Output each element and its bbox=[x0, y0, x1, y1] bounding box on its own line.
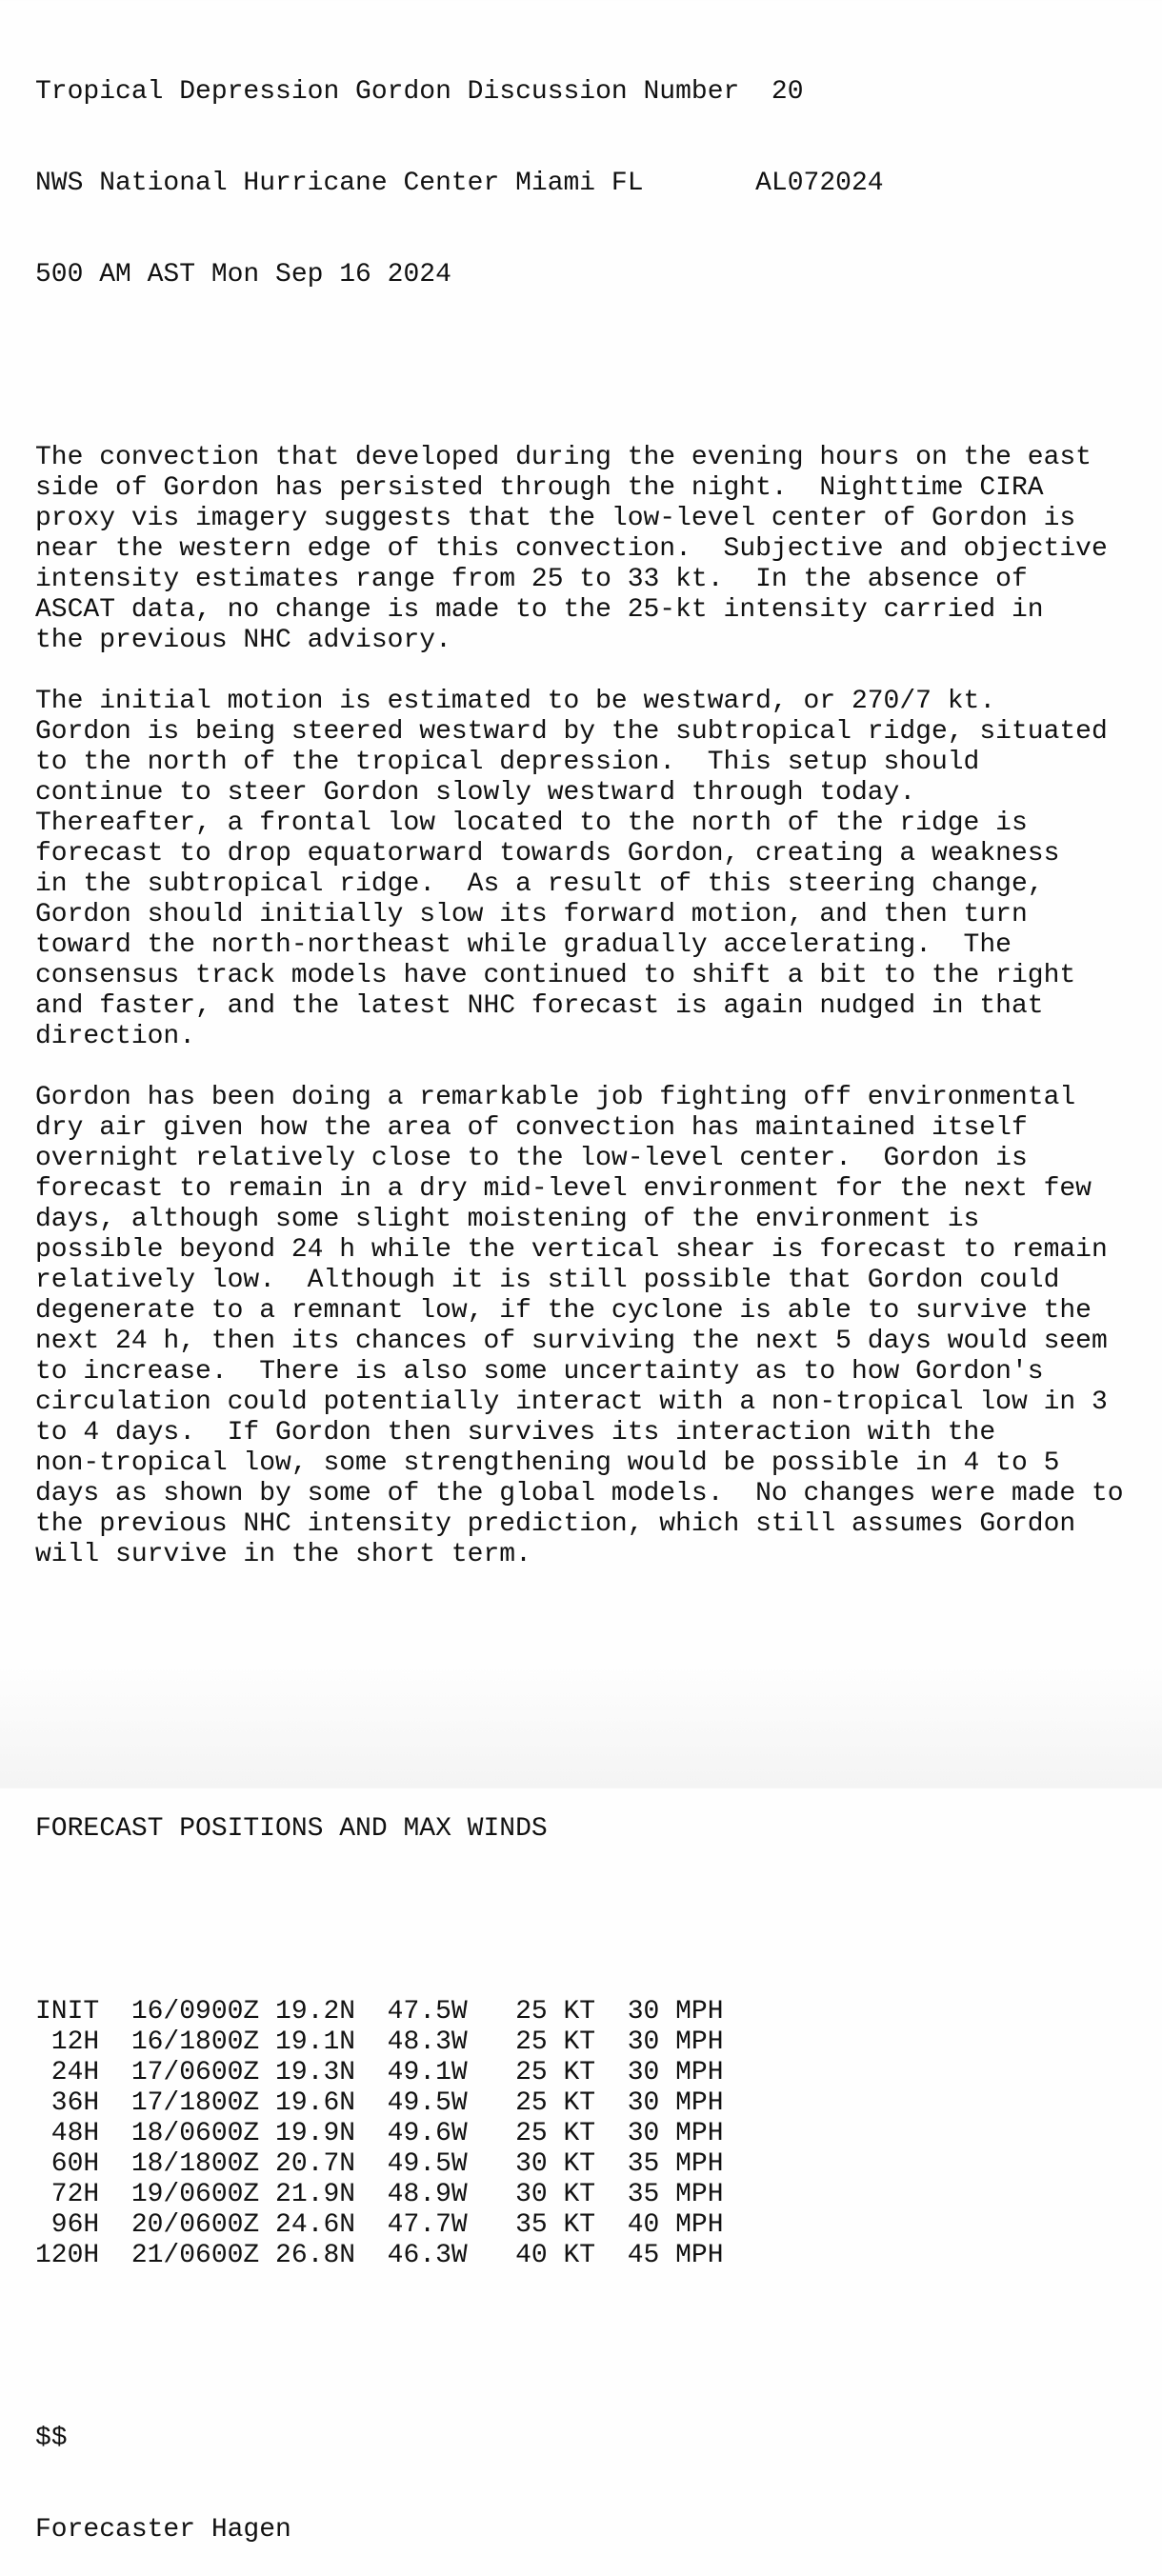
text-line: and faster, and the latest NHC forecast is again nudged in that bbox=[35, 991, 1044, 1021]
paragraph bbox=[35, 443, 1124, 656]
issuing-office: NWS National Hurricane Center Miami FL AL072024 bbox=[35, 169, 884, 198]
forecast-row: INIT 16/0900Z 19.2N 47.5W 25 KT 30 MPH bbox=[35, 1997, 724, 2027]
text-line: Gordon should initially slow its forward motion, and then turn bbox=[35, 900, 1028, 929]
text-line: continue to steer Gordon slowly westward through today. bbox=[35, 778, 916, 808]
text-line: will survive in the short term. bbox=[35, 1540, 531, 1569]
text-line: non-tropical low, some strengthening would be possible in 4 to 5 bbox=[35, 1448, 1060, 1478]
text-line: days as shown by some of the global models. No changes were made to bbox=[35, 1479, 1124, 1508]
forecast-heading: FORECAST POSITIONS AND MAX WINDS bbox=[35, 1814, 548, 1844]
spacer bbox=[35, 351, 1124, 382]
text-line: in the subtropical ridge. As a result of this steering change, bbox=[35, 869, 1044, 899]
text-line: days, although some slight moistening of the environment is bbox=[35, 1205, 980, 1234]
text-line: to increase. There is also some uncertainty as to how Gordon's bbox=[35, 1357, 1044, 1387]
text-line: Gordon is being steered westward by the subtropical ridge, situated bbox=[35, 717, 1108, 747]
text-line: next 24 h, then its chances of surviving the next 5 days would seem bbox=[35, 1327, 1108, 1356]
spacer bbox=[35, 656, 1124, 687]
spacer bbox=[35, 2332, 1124, 2363]
text-line: Gordon has been doing a remarkable job fighting off environmental bbox=[35, 1083, 1076, 1112]
text-line: Thereafter, a frontal low located to the north of the ridge is bbox=[35, 809, 1028, 838]
text-line: ASCAT data, no change is made to the 25-kt intensity carried in bbox=[35, 595, 1044, 625]
text-line: forecast to drop equatorward towards Gordon, creating a weakness bbox=[35, 839, 1060, 869]
text-line: The convection that developed during the evening hours on the east bbox=[35, 443, 1092, 472]
text-line: overnight relatively close to the low-level center. Gordon is bbox=[35, 1144, 1028, 1173]
text-line: direction. bbox=[35, 1022, 196, 1051]
forecast-row: 72H 19/0600Z 21.9N 48.9W 30 KT 35 MPH bbox=[35, 2180, 724, 2209]
forecaster-signature: Forecaster Hagen bbox=[35, 2515, 291, 2545]
spacer bbox=[35, 1723, 1124, 1753]
text-line: possible beyond 24 h while the vertical shear is forecast to remain bbox=[35, 1235, 1108, 1265]
issue-datetime: 500 AM AST Mon Sep 16 2024 bbox=[35, 260, 451, 290]
forecast-row: 60H 18/1800Z 20.7N 49.5W 30 KT 35 MPH bbox=[35, 2149, 724, 2179]
spacer bbox=[35, 1631, 1124, 1662]
text-line: to 4 days. If Gordon then survives its interaction with the bbox=[35, 1418, 996, 1448]
text-line: intensity estimates range from 25 to 33 kt. In the absence of bbox=[35, 565, 1028, 594]
text-line: circulation could potentially interact with a non-tropical low in 3 bbox=[35, 1388, 1108, 1417]
text-line: toward the north-northeast while gradually accelerating. The bbox=[35, 930, 1012, 960]
forecast-row: 96H 20/0600Z 24.6N 47.7W 35 KT 40 MPH bbox=[35, 2210, 724, 2240]
text-line: the previous NHC intensity prediction, which still assumes Gordon bbox=[35, 1509, 1076, 1539]
forecast-row: 48H 18/0600Z 19.9N 49.6W 25 KT 30 MPH bbox=[35, 2119, 724, 2148]
text-line: proxy vis imagery suggests that the low-level center of Gordon is bbox=[35, 504, 1076, 533]
discussion-document bbox=[35, 16, 1124, 2576]
text-line: relatively low. Although it is still possible that Gordon could bbox=[35, 1266, 1060, 1295]
forecast-row: 36H 17/1800Z 19.6N 49.5W 25 KT 30 MPH bbox=[35, 2088, 724, 2118]
forecast-table bbox=[35, 1997, 1124, 2271]
text-line: The initial motion is estimated to be westward, or 270/7 kt. bbox=[35, 687, 996, 716]
forecast-row: 12H 16/1800Z 19.1N 48.3W 25 KT 30 MPH bbox=[35, 2027, 724, 2057]
text-line: side of Gordon has persisted through the night. Nighttime CIRA bbox=[35, 473, 1044, 503]
paragraph bbox=[35, 687, 1124, 1052]
forecast-row: 120H 21/0600Z 26.8N 46.3W 40 KT 45 MPH bbox=[35, 2241, 724, 2270]
text-line: consensus track models have continued to shift a bit to the right bbox=[35, 961, 1076, 990]
paragraph bbox=[35, 1083, 1124, 1570]
terminator: $$ bbox=[35, 2424, 68, 2453]
text-line: the previous NHC advisory. bbox=[35, 626, 451, 655]
text-line: dry air given how the area of convection has maintained itself bbox=[35, 1113, 1028, 1143]
text-line: forecast to remain in a dry mid-level environment for the next few bbox=[35, 1174, 1092, 1204]
text-line: to the north of the tropical depression. This setup should bbox=[35, 748, 980, 777]
spacer bbox=[35, 1906, 1124, 1936]
spacer bbox=[35, 1052, 1124, 1083]
text-line: degenerate to a remnant low, if the cyclone is able to survive the bbox=[35, 1296, 1092, 1326]
forecast-row: 24H 17/0600Z 19.3N 49.1W 25 KT 30 MPH bbox=[35, 2058, 724, 2087]
discussion-body bbox=[35, 443, 1124, 1570]
discussion-title: Tropical Depression Gordon Discussion Number 20 bbox=[35, 77, 804, 107]
text-line: near the western edge of this convection. Subjective and objective bbox=[35, 534, 1108, 564]
